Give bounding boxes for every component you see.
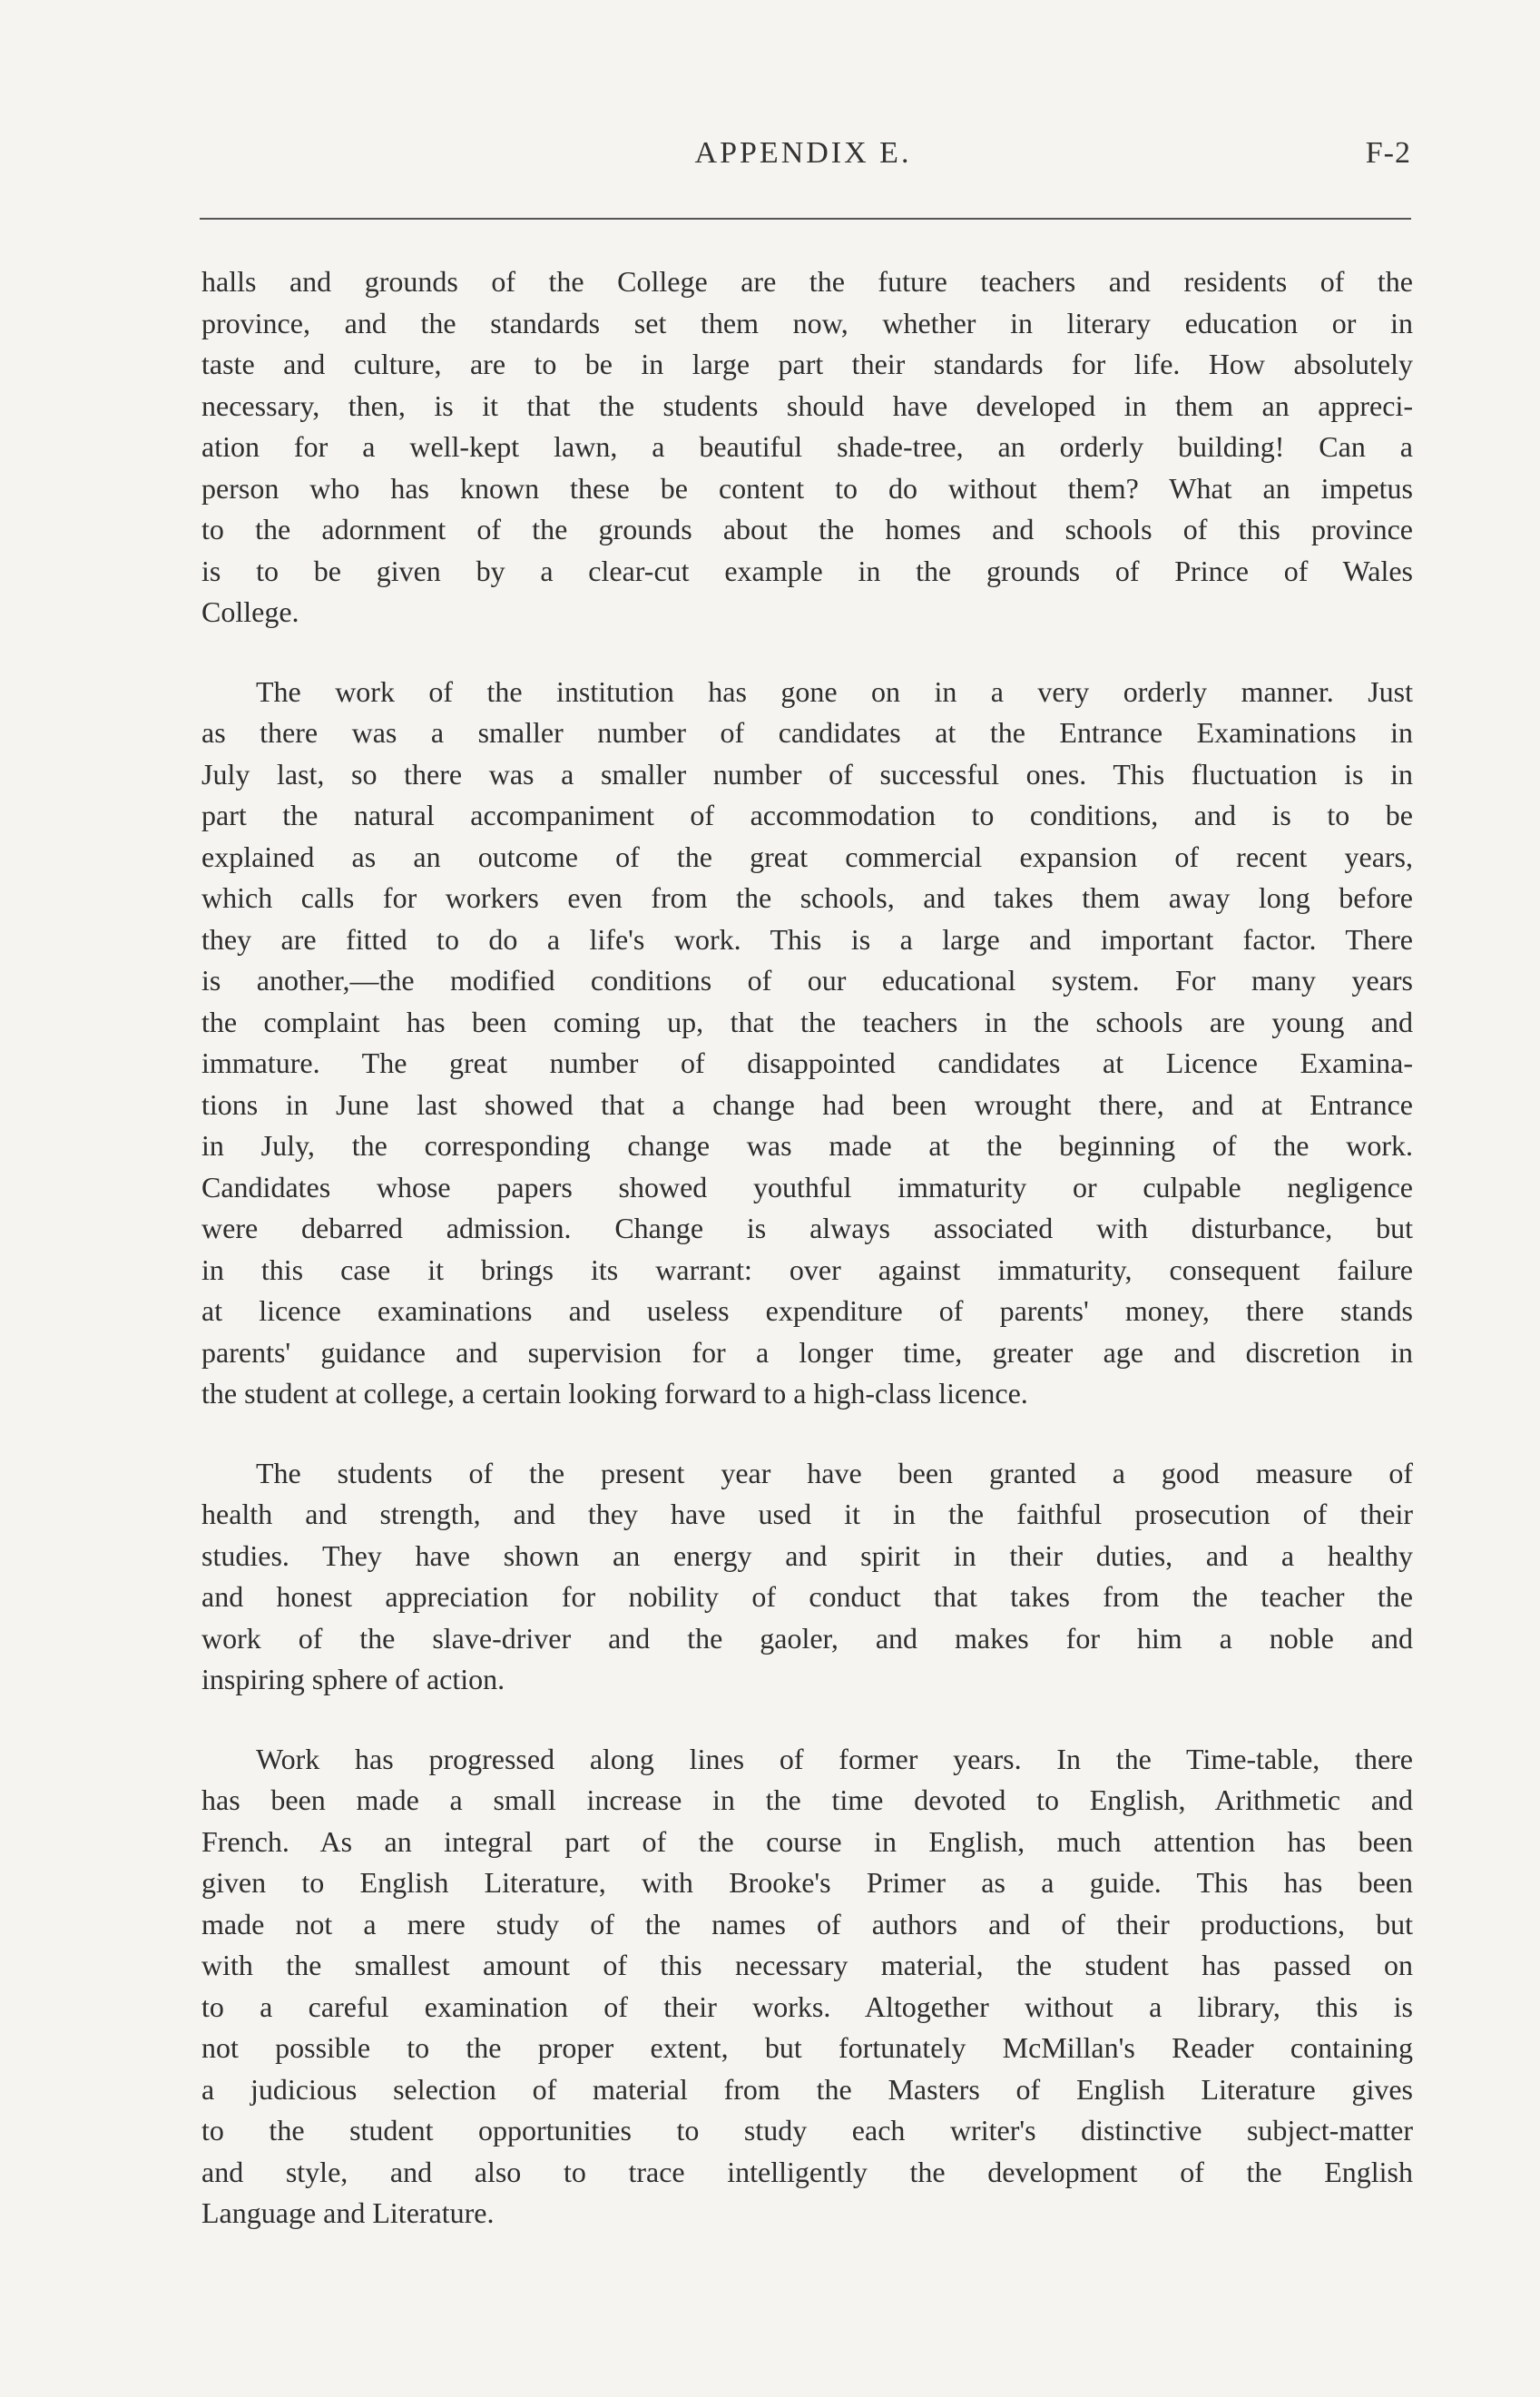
text-line: were debarred admission. Change is always associated with disturbance, but xyxy=(201,1212,1413,1244)
text-line: person who has known these be content to do without them? What an impetus xyxy=(201,471,1413,505)
text-line: necessary, then, is it that the students should have developed in them an appreci- xyxy=(201,388,1413,422)
text-line: Language and Literature. xyxy=(201,2196,495,2229)
text-line: studies. They have shown an energy and spirit in their duties, and a healthy xyxy=(201,1538,1413,1572)
page-number: F-2 xyxy=(1365,136,1411,170)
text-line: the complaint has been coming up, that the teachers in the schools are young and xyxy=(201,1005,1413,1038)
text-line: inspiring sphere of action. xyxy=(201,1663,505,1695)
paragraph-3 xyxy=(201,1453,1413,1701)
text-line: immature. The great number of disappointed candidates at Licence Examina- xyxy=(201,1046,1413,1079)
text-line: French. As an integral part of the course in English, much attention has been xyxy=(201,1824,1413,1858)
text-line: work of the slave-driver and the gaoler, and makes for him a noble and xyxy=(201,1621,1413,1655)
text-line: is to be given by a clear-cut example in the grounds of Prince of Wales xyxy=(201,554,1413,587)
text-line: province, and the standards set them now, whether in literary education or in xyxy=(201,306,1413,339)
text-line: which calls for workers even from the schools, and takes them away long before xyxy=(201,881,1413,914)
body-text xyxy=(201,261,1413,2273)
text-line: they are fitted to do a life's work. This is a large and important factor. There xyxy=(201,922,1413,956)
text-line: the student at college, a certain looking forward to a high-class licence. xyxy=(201,1377,1028,1410)
text-line: halls and grounds of the College are the future teachers and residents of the xyxy=(201,265,1413,298)
text-line: College. xyxy=(201,595,299,628)
text-line: in this case it brings its warrant: over against immaturity, consequent failure xyxy=(201,1253,1413,1286)
text-line: in July, the corresponding change was made at the beginning of the work. xyxy=(201,1129,1413,1162)
text-line: is another,—the modified conditions of our educational system. For many years xyxy=(201,964,1413,997)
text-line: not possible to the proper extent, but fortunately McMillan's Reader containing xyxy=(201,2031,1413,2064)
text-line: a judicious selection of material from the Masters of English Literature gives xyxy=(201,2072,1413,2106)
text-line: part the natural accompaniment of accommodation to conditions, and is to be xyxy=(201,799,1413,831)
page-title: APPENDIX E. xyxy=(694,136,912,170)
text-line: ation for a well-kept lawn, a beautiful shade-tree, an orderly building! Can a xyxy=(201,430,1413,463)
text-line: taste and culture, are to be in large part their standards for life. How absolutely xyxy=(201,348,1413,380)
text-line: health and strength, and they have used it in the faithful prosecution of their xyxy=(201,1498,1413,1530)
text-line: to the adornment of the grounds about the homes and schools of this province xyxy=(201,513,1413,545)
text-line: tions in June last showed that a change had been wrought there, and at Entrance xyxy=(201,1087,1413,1121)
header-rule xyxy=(200,218,1411,220)
text-line: The work of the institution has gone on in a very orderly manner. Just xyxy=(256,674,1413,708)
text-line: given to English Literature, with Brooke's Primer as a guide. This has been xyxy=(201,1866,1413,1899)
text-line: explained as an outcome of the great commercial expansion of recent years, xyxy=(201,840,1413,873)
text-line: Work has progressed along lines of former years. In the Time-table, there xyxy=(256,1742,1413,1775)
text-line: and honest appreciation for nobility of conduct that takes from the teacher the xyxy=(201,1580,1413,1613)
paragraph-4 xyxy=(201,1739,1413,2235)
paragraph-1 xyxy=(201,261,1413,634)
text-line: to a careful examination of their works. Altogether without a library, this is xyxy=(201,1989,1413,2023)
text-line: Candidates whose papers showed youthful immaturity or culpable negligence xyxy=(201,1170,1413,1203)
text-line: and style, and also to trace intelligently the development of the English xyxy=(201,2155,1413,2188)
text-line: has been made a small increase in the time devoted to English, Arithmetic and xyxy=(201,1783,1413,1816)
text-line: made not a mere study of the names of authors and of their productions, but xyxy=(201,1907,1413,1940)
text-line: as there was a smaller number of candidates at the Entrance Examinations in xyxy=(201,716,1413,749)
text-line: to the student opportunities to study each writer's distinctive subject-matter xyxy=(201,2114,1413,2146)
text-line: The students of the present year have been granted a good measure of xyxy=(256,1456,1413,1489)
text-line: July last, so there was a smaller number of successful ones. This fluctuation is in xyxy=(201,757,1413,791)
page-header xyxy=(195,136,1411,191)
paragraph-2 xyxy=(201,672,1413,1415)
text-line: with the smallest amount of this necessary material, the student has passed on xyxy=(201,1949,1413,1981)
text-line: parents' guidance and supervision for a longer time, greater age and discretion in xyxy=(201,1335,1413,1369)
text-line: at licence examinations and useless expenditure of parents' money, there stands xyxy=(201,1294,1413,1327)
